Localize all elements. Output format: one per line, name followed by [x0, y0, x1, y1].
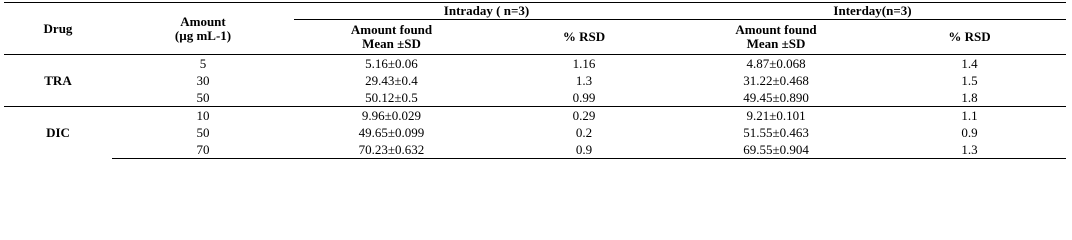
cell-intra-rsd: 0.2 — [575, 124, 593, 140]
header-inter-rsd: % RSD — [948, 29, 991, 45]
cell-intra-rsd: 1.16 — [489, 55, 679, 73]
header-amount-line1: Amount — [180, 13, 226, 29]
cell-intra-found: 29.43±0.4 — [365, 72, 418, 88]
header-intraday: Intraday ( n=3) — [294, 3, 679, 20]
header-intra-found-line1: Amount found — [350, 22, 433, 38]
cell-inter-rsd: 1.1 — [873, 107, 1066, 125]
cell-amount: 50 — [196, 89, 210, 105]
cell-intra-found: 5.16±0.06 — [294, 55, 489, 73]
cell-inter-found: 69.55±0.904 — [679, 141, 873, 159]
cell-inter-rsd: 1.8 — [961, 89, 978, 105]
cell-inter-rsd: 1.5 — [961, 72, 978, 88]
cell-amount: 70 — [112, 141, 294, 159]
cell-inter-found: 31.22±0.468 — [743, 72, 809, 88]
cell-intra-found: 49.65±0.099 — [358, 124, 425, 140]
cell-inter-found: 4.87±0.068 — [679, 55, 873, 73]
cell-amount: 30 — [196, 72, 210, 88]
cell-inter-rsd: 1.3 — [873, 141, 1066, 159]
cell-amount: 5 — [112, 55, 294, 73]
table-row — [4, 89, 1066, 107]
header-intra-found-line2: Mean ±SD — [362, 36, 421, 51]
cell-amount: 10 — [112, 107, 294, 125]
precision-table — [4, 2, 1066, 159]
header-drug: Drug — [4, 3, 112, 55]
header-amount-line2: (µg mL-1) — [174, 27, 232, 43]
header-inter-found-line1: Amount found — [735, 22, 817, 38]
header-intra-rsd: % RSD — [562, 29, 606, 45]
drug-label-tra: TRA — [4, 55, 112, 107]
header-interday: Interday(n=3) — [679, 3, 1066, 20]
table-row — [4, 55, 1066, 73]
cell-intra-found: 9.96±0.029 — [294, 107, 489, 125]
cell-intra-found: 50.12±0.5 — [365, 89, 418, 105]
header-amount — [112, 3, 294, 55]
header-intra-amount-found — [294, 20, 489, 55]
cell-inter-found: 51.55±0.463 — [743, 124, 809, 140]
header-row-1 — [4, 3, 1066, 20]
header-inter-amount-found — [679, 20, 873, 55]
cell-intra-rsd: 0.99 — [572, 89, 596, 105]
cell-amount: 50 — [196, 124, 210, 140]
drug-label-dic: DIC — [4, 107, 112, 159]
cell-inter-found: 49.45±0.890 — [743, 89, 809, 105]
table-row — [4, 124, 1066, 141]
table-row — [4, 107, 1066, 125]
cell-intra-rsd: 0.29 — [489, 107, 679, 125]
cell-intra-rsd: 0.9 — [489, 141, 679, 159]
cell-intra-rsd: 1.3 — [575, 72, 593, 88]
header-inter-found-line2: Mean ±SD — [746, 36, 806, 51]
cell-intra-found: 70.23±0.632 — [294, 141, 489, 159]
cell-inter-rsd: 0.9 — [961, 124, 978, 140]
table-row — [4, 72, 1066, 89]
table-row — [4, 141, 1066, 159]
cell-inter-found: 9.21±0.101 — [679, 107, 873, 125]
cell-inter-rsd: 1.4 — [873, 55, 1066, 73]
